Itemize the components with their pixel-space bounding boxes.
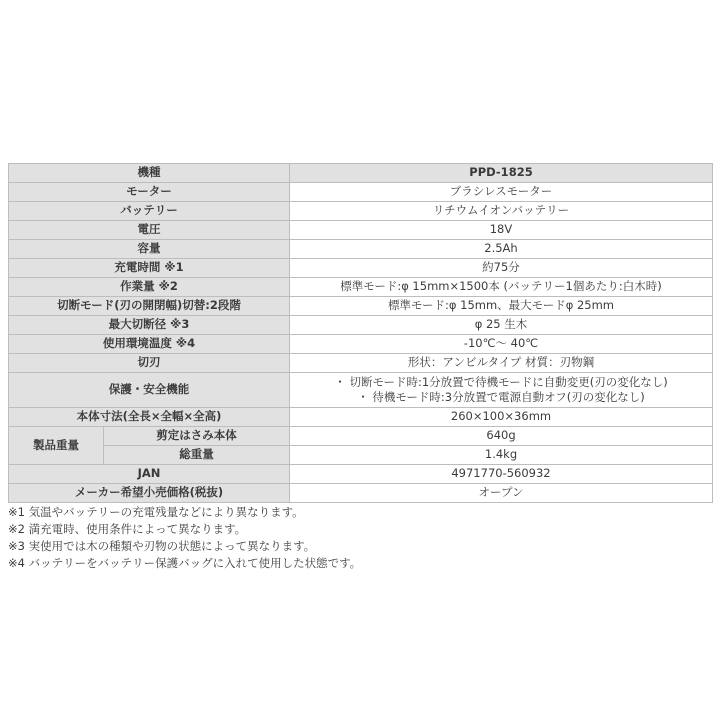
spec-row-battery — [9, 202, 713, 221]
spec-label: メーカー希望小売価格(税抜) — [9, 484, 290, 503]
spec-row-weight-total — [9, 446, 713, 465]
spec-label: 電圧 — [9, 221, 290, 240]
footnote: ※3 実使用では木の種類や刃物の状態によって異なります。 — [8, 539, 316, 553]
spec-row-cut-mode — [9, 297, 713, 316]
spec-value: 標準モード:φ 15mm、最大モードφ 25mm — [290, 297, 713, 316]
spec-value: リチウムイオンバッテリー — [290, 202, 713, 221]
footnote: ※4 バッテリーをバッテリー保護バッグに入れて使用した状態です。 — [8, 556, 362, 570]
spec-value: 18V — [290, 221, 713, 240]
spec-value-safety — [290, 373, 713, 408]
spec-label: 切断モード(刃の開閉幅)切替:2段階 — [9, 297, 290, 316]
safety-line-1: ・ 切断モード時:1分放置で待機モードに自動変更(刃の変化なし) — [334, 375, 668, 389]
footnote: ※2 満充電時、使用条件によって異なります。 — [8, 522, 247, 536]
spec-row-blade — [9, 354, 713, 373]
spec-value: 260×100×36mm — [290, 408, 713, 427]
spec-row-charge-time — [9, 259, 713, 278]
spec-value: 2.5Ah — [290, 240, 713, 259]
safety-line-2: ・ 待機モード時:3分放置で電源自動オフ(刃の変化なし) — [357, 390, 645, 404]
spec-row-dimensions — [9, 408, 713, 427]
spec-label: 充電時間 ※1 — [9, 259, 290, 278]
spec-row-safety — [9, 373, 713, 408]
spec-label-weight: 製品重量 — [9, 427, 104, 465]
spec-value: 約75分 — [290, 259, 713, 278]
spec-label: 機種 — [9, 164, 290, 183]
spec-value: ブラシレスモーター — [290, 183, 713, 202]
footnote: ※1 気温やバッテリーの充電残量などにより異なります。 — [8, 505, 304, 519]
spec-row-workload — [9, 278, 713, 297]
spec-row-motor — [9, 183, 713, 202]
spec-value: φ 25 生木 — [290, 316, 713, 335]
spec-label: 容量 — [9, 240, 290, 259]
spec-value: 640g — [290, 427, 713, 446]
spec-label: 使用環境温度 ※4 — [9, 335, 290, 354]
spec-label: 保護・安全機能 — [9, 373, 290, 408]
spec-label: JAN — [9, 465, 290, 484]
spec-label: 最大切断径 ※3 — [9, 316, 290, 335]
spec-sheet — [8, 163, 712, 572]
spec-row-voltage — [9, 221, 713, 240]
spec-value: 形状：アンビルタイプ 材質：刃物鋼 — [290, 354, 713, 373]
spec-value: -10℃～ 40℃ — [290, 335, 713, 354]
spec-row-max-diameter — [9, 316, 713, 335]
spec-table — [8, 163, 713, 503]
spec-row-jan — [9, 465, 713, 484]
spec-label: 作業量 ※2 — [9, 278, 290, 297]
spec-label: 切刃 — [9, 354, 290, 373]
spec-row-price — [9, 484, 713, 503]
spec-value: 4971770-560932 — [290, 465, 713, 484]
footnotes — [8, 504, 712, 572]
spec-row-capacity — [9, 240, 713, 259]
spec-row-weight-body — [9, 427, 713, 446]
spec-label: バッテリー — [9, 202, 290, 221]
spec-row-temperature — [9, 335, 713, 354]
spec-label: 本体寸法(全長×全幅×全高) — [9, 408, 290, 427]
spec-sublabel: 剪定はさみ本体 — [104, 427, 290, 446]
spec-label: モーター — [9, 183, 290, 202]
spec-row-model — [9, 164, 713, 183]
spec-value: 標準モード:φ 15mm×1500本 (バッテリー1個あたり:白木時) — [290, 278, 713, 297]
model-number: PPD-1825 — [290, 164, 713, 183]
spec-value: オープン — [290, 484, 713, 503]
spec-value: 1.4kg — [290, 446, 713, 465]
spec-sublabel: 総重量 — [104, 446, 290, 465]
